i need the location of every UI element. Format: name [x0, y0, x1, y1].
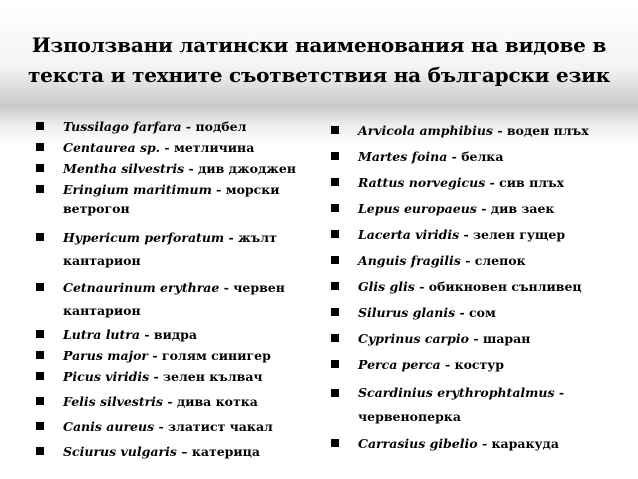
- title-line-2: текста и техните съответствия на български език: [27, 63, 611, 87]
- square-bullet-icon: [36, 330, 44, 338]
- bulgarian-name: сом: [469, 305, 496, 320]
- list-item: [36, 226, 306, 272]
- bulgarian-name: метличина: [173, 140, 255, 155]
- right-species-list: [331, 121, 621, 453]
- bulgarian-name: морски ветрогон: [63, 182, 280, 216]
- separator: -: [160, 140, 174, 155]
- square-bullet-icon: [331, 282, 339, 290]
- list-item: [36, 117, 306, 136]
- square-bullet-icon: [36, 283, 44, 291]
- bulgarian-name: каракуда: [491, 436, 559, 451]
- latin-name: Sciurus vulgaris: [63, 444, 177, 459]
- latin-name: Canis aureus: [63, 419, 155, 434]
- latin-name: Lepus europaeus: [358, 201, 477, 216]
- list-item: [331, 199, 621, 218]
- list-item: [331, 434, 621, 453]
- separator: -: [554, 385, 565, 400]
- bulgarian-name: шаран: [482, 331, 531, 346]
- left-species-list: [36, 117, 306, 461]
- square-bullet-icon: [36, 122, 44, 130]
- square-bullet-icon: [331, 389, 339, 397]
- list-item: [331, 121, 621, 140]
- separator: -: [149, 369, 164, 384]
- separator: -: [139, 327, 154, 342]
- list-item: [36, 180, 306, 218]
- latin-name: Eringium maritimum: [63, 182, 212, 197]
- latin-name: Scardinius erythrophtalmus: [358, 385, 555, 400]
- list-item: [36, 417, 306, 436]
- separator: -: [447, 149, 462, 164]
- square-bullet-icon: [36, 185, 44, 193]
- separator: -: [477, 436, 492, 451]
- list-item: [36, 276, 306, 322]
- separator: -: [219, 280, 234, 295]
- latin-name: Felis silvestris: [63, 394, 163, 409]
- list-item: [331, 225, 621, 244]
- square-bullet-icon: [331, 152, 339, 160]
- separator: -: [476, 201, 491, 216]
- list-item: [36, 442, 306, 461]
- bulgarian-name: подбел: [195, 119, 247, 134]
- separator: –: [176, 444, 192, 459]
- bulgarian-name: катерица: [191, 444, 260, 459]
- separator: -: [224, 230, 239, 245]
- square-bullet-icon: [36, 233, 44, 241]
- list-item: [331, 329, 621, 348]
- bulgarian-name: обикновен сънливец: [428, 279, 582, 294]
- latin-name: Mentha silvestris: [63, 161, 185, 176]
- latin-name: Lacerta viridis: [358, 227, 460, 242]
- square-bullet-icon: [331, 308, 339, 316]
- separator: -: [211, 182, 226, 197]
- bulgarian-name: дива котка: [176, 394, 258, 409]
- square-bullet-icon: [331, 439, 339, 447]
- bulgarian-name: голям синигер: [161, 348, 271, 363]
- bulgarian-name: червеноперка: [358, 409, 461, 424]
- slide-title: [0, 30, 638, 90]
- square-bullet-icon: [36, 422, 44, 430]
- bulgarian-name: зелен гущер: [473, 227, 566, 242]
- bulgarian-name: златист чакал: [168, 419, 273, 434]
- list-item: [331, 173, 621, 192]
- separator: -: [154, 419, 169, 434]
- bulgarian-name: белка: [461, 149, 504, 164]
- latin-name: Arvicola amphibius: [358, 123, 493, 138]
- square-bullet-icon: [36, 143, 44, 151]
- latin-name: Hypericum perforatum: [63, 230, 225, 245]
- separator: -: [181, 119, 196, 134]
- list-item: [36, 138, 306, 157]
- square-bullet-icon: [36, 164, 44, 172]
- list-item: [36, 346, 306, 365]
- separator: -: [460, 253, 475, 268]
- square-bullet-icon: [36, 397, 44, 405]
- square-bullet-icon: [331, 334, 339, 342]
- latin-name: Rattus norvegicus: [358, 175, 486, 190]
- latin-name: Cetnaurinum erythrae: [63, 280, 220, 295]
- square-bullet-icon: [331, 178, 339, 186]
- latin-name: Cyprinus carpio: [358, 331, 469, 346]
- latin-name: Picus viridis: [63, 369, 150, 384]
- latin-name: Glis glis: [358, 279, 415, 294]
- square-bullet-icon: [331, 230, 339, 238]
- bulgarian-name: див заек: [490, 201, 555, 216]
- latin-name: Silurus glanis: [358, 305, 456, 320]
- list-item: [331, 381, 621, 429]
- square-bullet-icon: [36, 351, 44, 359]
- list-item: [36, 392, 306, 411]
- bulgarian-name: жълт кантарион: [63, 230, 277, 268]
- title-line-1: Използвани латински наименования на видове в: [31, 33, 607, 57]
- bulgarian-name: видра: [153, 327, 198, 342]
- bulgarian-name: воден плъх: [506, 123, 589, 138]
- bulgarian-name: сив плъх: [499, 175, 565, 190]
- list-item: [331, 277, 621, 296]
- separator: -: [414, 279, 429, 294]
- square-bullet-icon: [331, 204, 339, 212]
- list-item: [331, 147, 621, 166]
- bulgarian-name: костур: [454, 357, 505, 372]
- separator: -: [468, 331, 483, 346]
- square-bullet-icon: [331, 126, 339, 134]
- bulgarian-name: зелен кълвач: [163, 369, 263, 384]
- square-bullet-icon: [331, 256, 339, 264]
- latin-name: Parus major: [63, 348, 148, 363]
- square-bullet-icon: [36, 372, 44, 380]
- latin-name: Perca perca: [358, 357, 441, 372]
- list-item: [331, 251, 621, 270]
- separator: -: [184, 161, 199, 176]
- list-item: [331, 303, 621, 322]
- separator: -: [485, 175, 500, 190]
- list-item: [36, 159, 306, 178]
- separator: -: [148, 348, 162, 363]
- list-item: [36, 367, 306, 386]
- list-item: [36, 325, 306, 344]
- separator: -: [455, 305, 470, 320]
- list-item: [331, 355, 621, 374]
- latin-name: Anguis fragilis: [358, 253, 461, 268]
- square-bullet-icon: [331, 360, 339, 368]
- bulgarian-name: червен кантарион: [63, 280, 285, 318]
- bulgarian-name: слепок: [474, 253, 526, 268]
- separator: -: [440, 357, 455, 372]
- separator: -: [492, 123, 507, 138]
- bulgarian-name: див джоджен: [198, 161, 297, 176]
- separator: -: [162, 394, 177, 409]
- latin-name: Lutra lutra: [63, 327, 140, 342]
- latin-name: Tussilago farfara: [63, 119, 182, 134]
- latin-name: Centaurea sp.: [63, 140, 161, 155]
- separator: -: [459, 227, 474, 242]
- square-bullet-icon: [36, 447, 44, 455]
- latin-name: Martes foina: [358, 149, 448, 164]
- latin-name: Carrasius gibelio: [358, 436, 478, 451]
